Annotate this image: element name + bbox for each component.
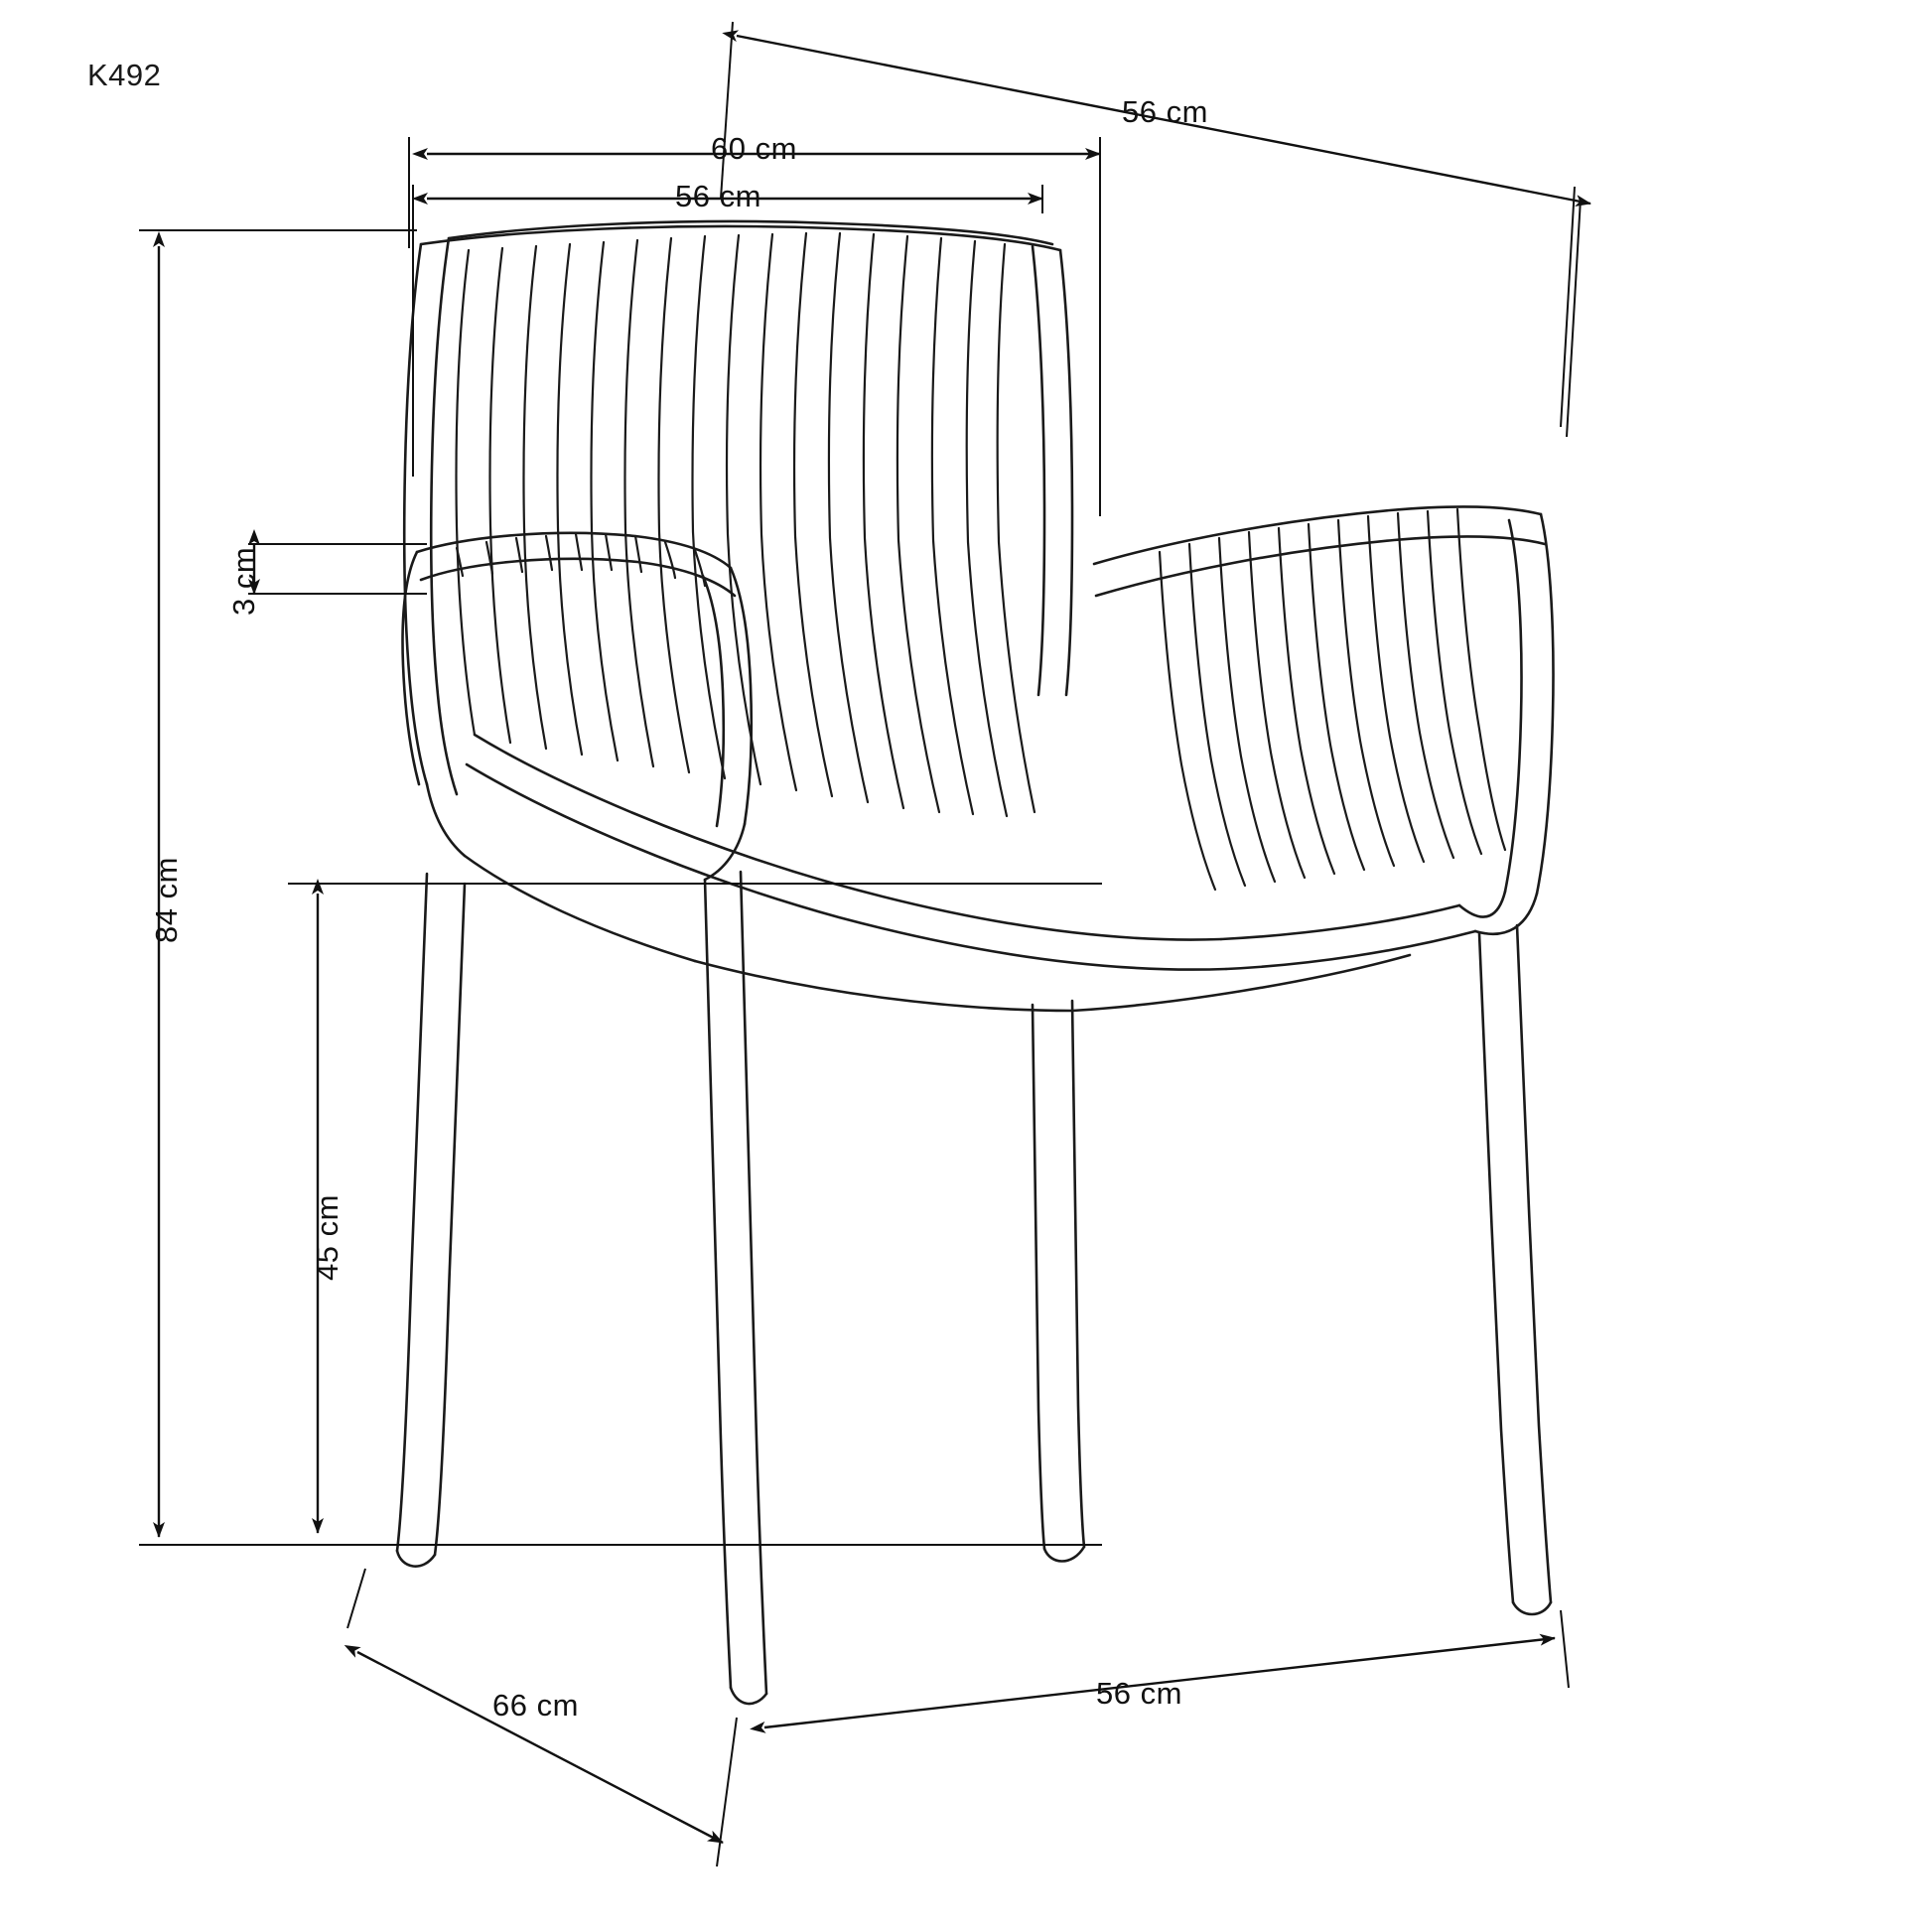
- dimension-label-total-height: 84 cm: [149, 857, 184, 943]
- dimension-label-depth-left: 66 cm: [492, 1688, 579, 1723]
- chair-illustration: [397, 221, 1554, 1704]
- dimension-annotations: [139, 22, 1590, 1866]
- backrest-slats: [457, 233, 1035, 816]
- model-code-label: K492: [87, 58, 162, 92]
- dimension-label-armrest-thickness: 3 cm: [226, 546, 261, 616]
- dimension-label-depth-right: 56 cm: [1096, 1676, 1182, 1711]
- dimension-label-seat-width: 56 cm: [675, 179, 761, 213]
- dim-line-depth-left: [357, 1652, 723, 1843]
- dimension-label-overall-width: 60 cm: [711, 131, 797, 166]
- dimension-label-seat-height: 45 cm: [310, 1194, 345, 1281]
- dimension-label-backrest-width-top: 56 cm: [1122, 94, 1208, 129]
